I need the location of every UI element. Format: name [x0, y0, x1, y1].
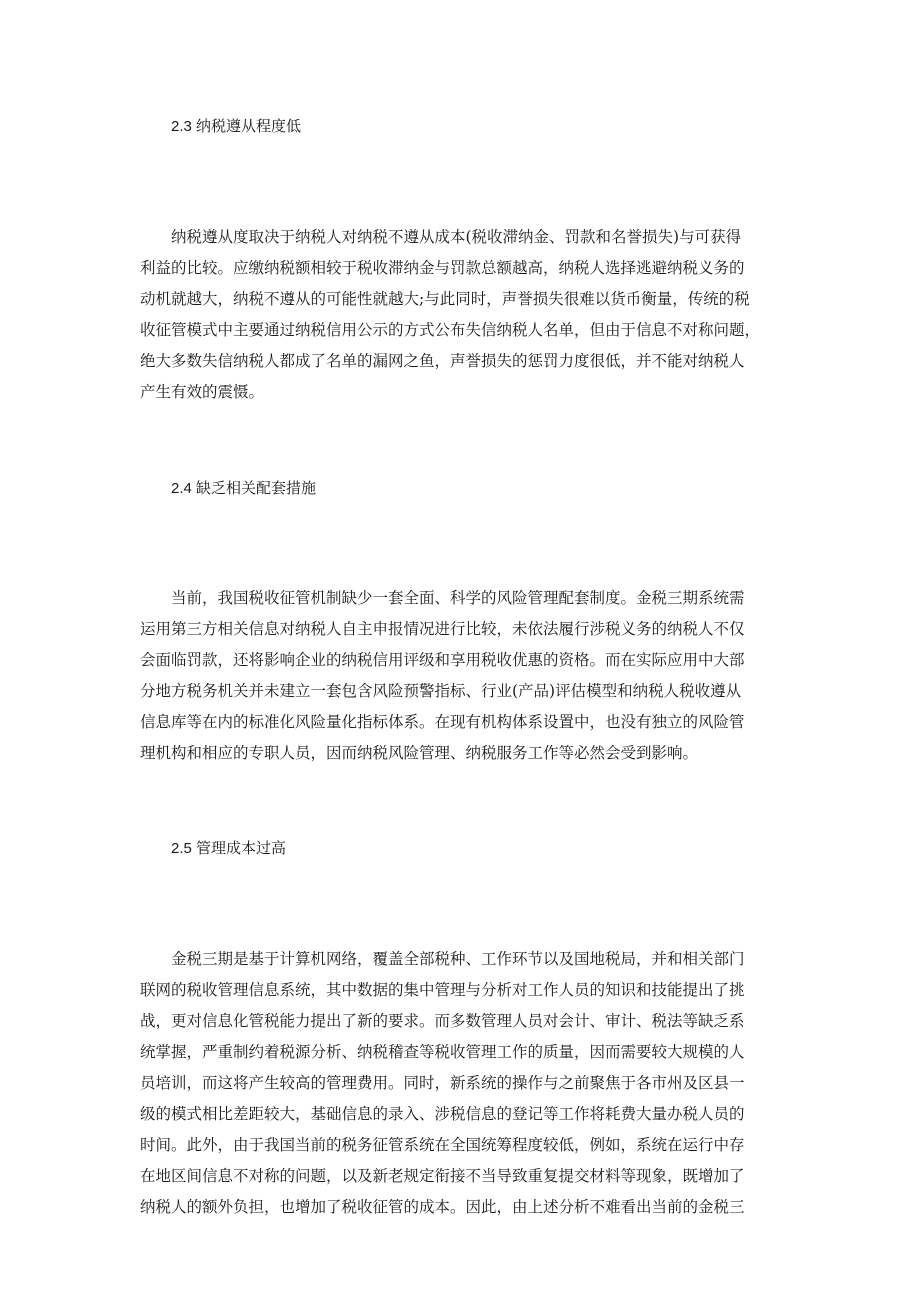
paragraph-line: 战，更对信息化管税能力提出了新的要求。而多数管理人员对会计、审计、税法等缺乏系	[140, 1012, 745, 1030]
paragraph-line: 员培训，而这将产生较高的管理费用。同时，新系统的操作与之前聚焦于各市州及区县一	[140, 1074, 745, 1092]
paragraph-line: 利益的比较。应缴纳税额相较于税收滞纳金与罚款总额越高，纳税人选择逃避纳税义务的	[140, 259, 745, 277]
section-paragraph-2-5	[140, 944, 780, 1223]
paragraph-line: 分地方税务机关并未建立一套包含风险预警指标、行业(产品)评估模型和纳税人税收遵从	[140, 682, 742, 700]
paragraph-line: 联网的税收管理信息系统，其中数据的集中管理与分析对工作人员的知识和技能提出了挑	[140, 981, 745, 999]
paragraph-line: 动机就越大，纳税不遵从的可能性就越大;与此同时，声誉损失很难以货币衡量，传统的税	[140, 290, 750, 308]
paragraph-line: 时间。此外，由于我国当前的税务征管系统在全国统筹程度较低，例如，系统在运行中存	[140, 1136, 745, 1154]
section-heading-2-5: 2.5 管理成本过高	[171, 840, 287, 857]
section-heading-2-4: 2.4 缺乏相关配套措施	[171, 480, 317, 497]
paragraph-line: 收征管模式中主要通过纳税信用公示的方式公布失信纳税人名单，但由于信息不对称问题，	[140, 321, 761, 339]
paragraph-line: 当前，我国税收征管机制缺少一套全面、科学的风险管理配套制度。金税三期系统需	[171, 589, 745, 607]
paragraph-line: 纳税遵从度取决于纳税人对纳税不遵从成本(税收滞纳金、罚款和名誉损失)与可获得	[171, 228, 742, 246]
section-paragraph-2-3	[140, 222, 780, 408]
paragraph-line: 绝大多数失信纳税人都成了名单的漏网之鱼，声誉损失的惩罚力度很低，并不能对纳税人	[140, 352, 745, 370]
section-paragraph-2-4	[140, 583, 780, 769]
paragraph-line: 理机构和相应的专职人员，因而纳税风险管理、纳税服务工作等必然会受到影响。	[140, 744, 699, 762]
paragraph-line: 纳税人的额外负担，也增加了税收征管的成本。因此，由上述分析不难看出当前的金税三	[140, 1198, 745, 1216]
paragraph-line: 产生有效的震慑。	[140, 383, 265, 401]
paragraph-line: 级的模式相比差距较大，基础信息的录入、涉税信息的登记等工作将耗费大量办税人员的	[140, 1105, 745, 1123]
paragraph-line: 会面临罚款，还将影响企业的纳税信用评级和享用税收优惠的资格。而在实际应用中大部	[140, 651, 745, 669]
paragraph-line: 金税三期是基于计算机网络，覆盖全部税种、工作环节以及国地税局，并和相关部门	[171, 950, 745, 968]
paragraph-line: 在地区间信息不对称的问题，以及新老规定衔接不当导致重复提交材料等现象，既增加了	[140, 1167, 745, 1185]
section-heading-2-3: 2.3 纳税遵从程度低	[171, 118, 302, 135]
paragraph-line: 信息库等在内的标准化风险量化指标体系。在现有机构体系设置中，也没有独立的风险管	[140, 713, 745, 731]
paragraph-line: 统掌握，严重制约着税源分析、纳税稽查等税收管理工作的质量，因而需要较大规模的人	[140, 1043, 745, 1061]
paragraph-line: 运用第三方相关信息对纳税人自主申报情况进行比较，未依法履行涉税义务的纳税人不仅	[140, 620, 745, 638]
